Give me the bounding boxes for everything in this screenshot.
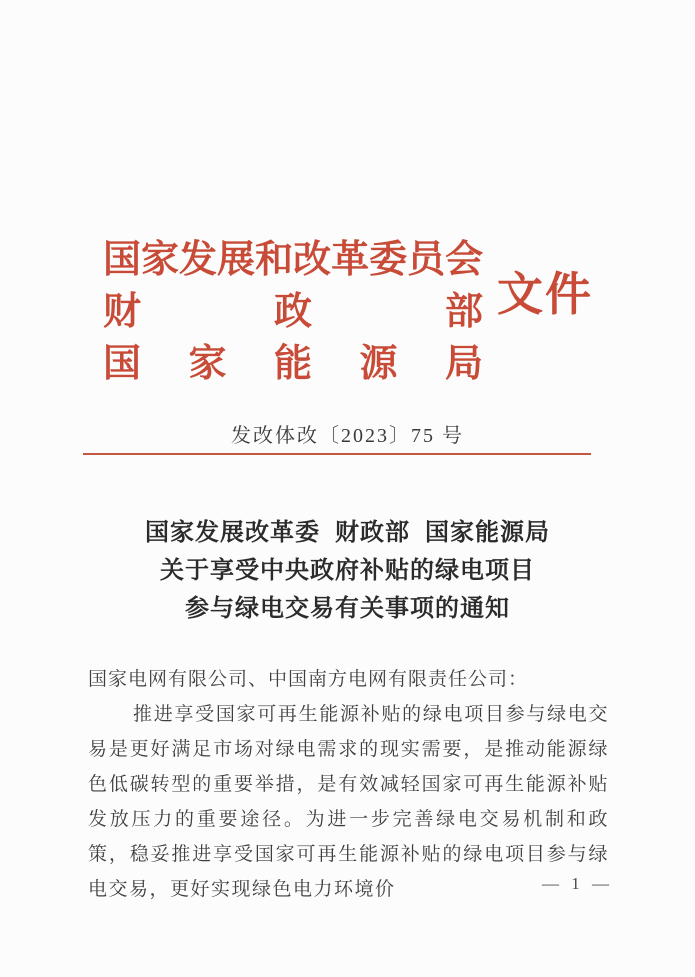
title-line-1: 国家发展改革委 财政部 国家能源局	[145, 520, 550, 546]
title-line-3: 参与绿电交易有关事项的通知	[185, 596, 510, 622]
agency-name-nea: 国 家 能 源 局	[103, 343, 483, 385]
document-number: 发改体改〔2023〕75 号	[231, 425, 464, 447]
salutation: 国家电网有限公司、中国南方电网有限责任公司：	[88, 669, 529, 690]
letterhead	[0, 234, 695, 394]
document-body	[88, 662, 609, 907]
agency-name-mof: 财 政 部	[103, 291, 483, 333]
red-divider-line	[83, 453, 591, 455]
agency-name-ndrc: 国 家 发 展 和 改 革 委 员 会	[103, 239, 484, 281]
document-title	[0, 514, 695, 628]
body-paragraph: 推进享受国家可再生能源补贴的绿电项目参与绿电交易是更好满足市场对绿电需求的现实需要，是推动能源绿色低碳转型的重要举措，是有效减轻国家可再生能源补贴发放压力的重要途径。为进一步完善绿电交易机制和政策，稳妥推进享受国家可再生能源补贴的绿电项目参与绿电交易，更好实现绿色电力环境价	[88, 704, 609, 900]
issuing-agencies	[103, 234, 483, 390]
title-line-2: 关于享受中央政府补贴的绿电项目	[160, 558, 535, 584]
page-number: — 1 —	[542, 874, 613, 893]
document-type-label: 文件	[497, 269, 593, 320]
